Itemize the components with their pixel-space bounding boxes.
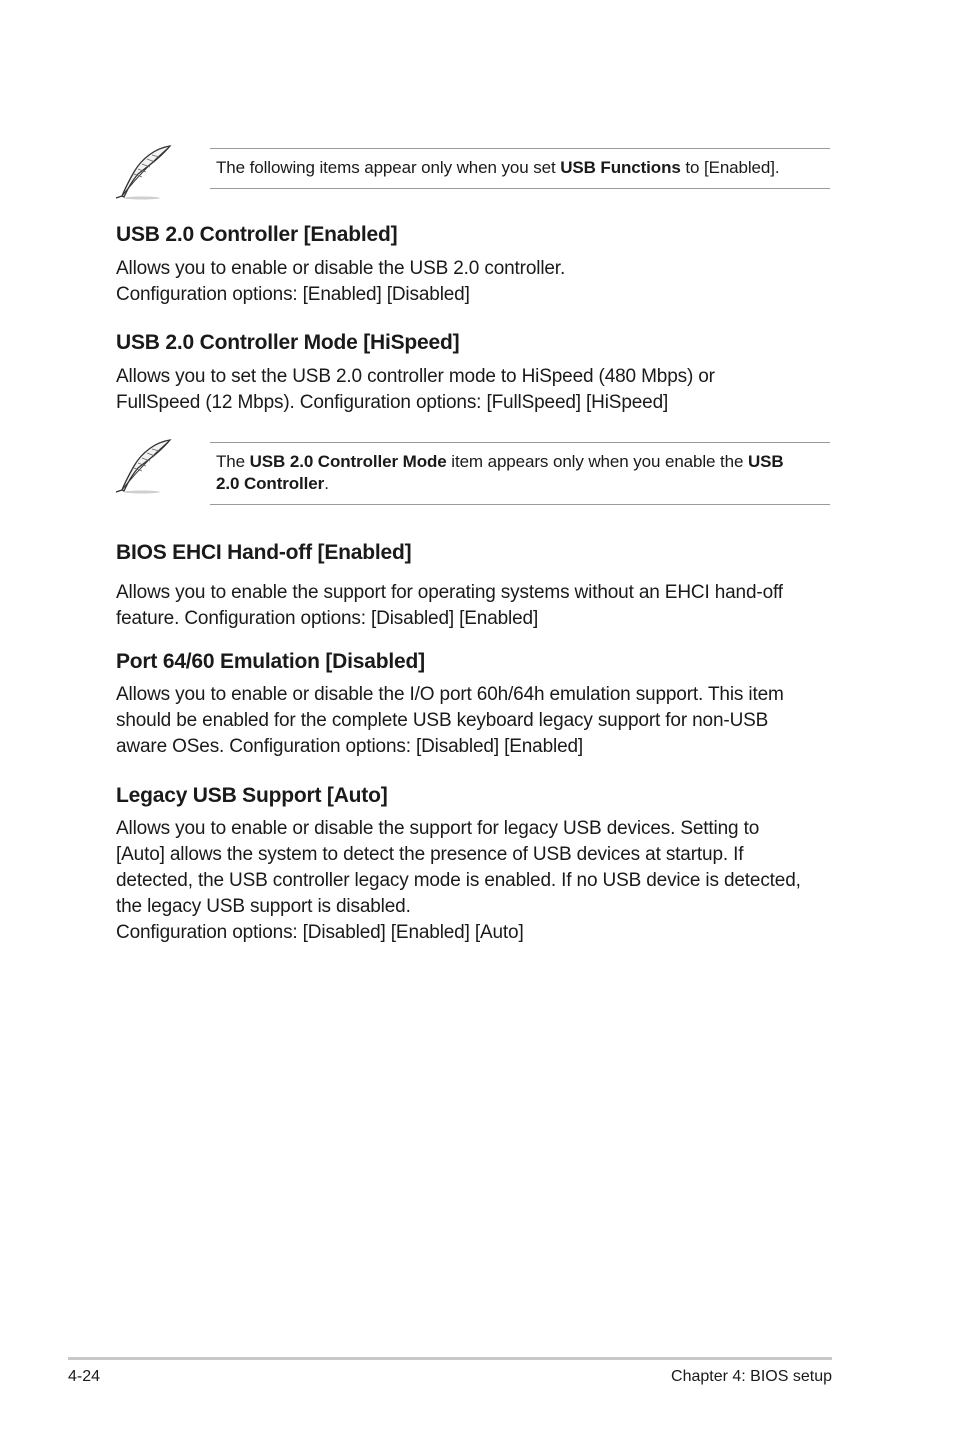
note-2-bold-3: 2.0 Controller [216, 474, 325, 493]
chapter-title: Chapter 4: BIOS setup [671, 1368, 832, 1385]
note-1-bold-1: USB Functions [560, 158, 681, 177]
body-line: should be enabled for the complete USB keyboard legacy support for non-USB [116, 710, 769, 731]
section-heading: Legacy USB Support [Auto] [116, 784, 388, 807]
body-line: feature. Configuration options: [Disabled] [Enabled] [116, 608, 539, 629]
section-legacy-usb [116, 783, 836, 946]
note-2-bold-1: USB 2.0 Controller Mode [249, 452, 447, 471]
body-line: Allows you to enable or disable the support for legacy USB devices. Setting to [116, 818, 760, 839]
body-line: Allows you to set the USB 2.0 controller mode to HiSpeed (480 Mbps) or [116, 366, 715, 387]
note-2-bold-2: USB [748, 452, 784, 471]
section-usb-controller-mode [116, 330, 836, 416]
body-line: the legacy USB support is disabled. [116, 896, 411, 917]
note-2-text-2: item appears only when you enable the [446, 452, 748, 471]
section-body [116, 364, 836, 416]
body-line: aware OSes. Configuration options: [Disabled] [Enabled] [116, 736, 584, 757]
body-line: Configuration options: [Disabled] [Enabled] [Auto] [116, 922, 524, 943]
section-port-emulation [116, 649, 836, 760]
feather-pen-icon [112, 438, 174, 494]
note-2-text-3: . [324, 474, 329, 493]
section-usb-controller [116, 222, 836, 308]
body-line: [Auto] allows the system to detect the presence of USB devices at startup. If [116, 844, 744, 865]
body-line: detected, the USB controller legacy mode is enabled. If no USB device is detected, [116, 870, 801, 891]
page-footer [68, 1357, 832, 1385]
section-body [116, 816, 836, 946]
note-1-text-2: to [Enabled]. [680, 158, 780, 177]
note-2-text-1: The [216, 452, 250, 471]
section-heading: BIOS EHCI Hand-off [Enabled] [116, 541, 412, 564]
section-heading: Port 64/60 Emulation [Disabled] [116, 650, 425, 673]
section-body [116, 580, 836, 632]
body-line: Allows you to enable the support for operating systems without an EHCI hand-off [116, 582, 783, 603]
body-line: Allows you to enable or disable the USB 2.0 controller. [116, 258, 566, 279]
section-bios-ehci [116, 540, 836, 632]
note-1-text-1: The following items appear only when you set [216, 158, 561, 177]
note-2-box [210, 442, 830, 505]
section-body [116, 682, 836, 760]
body-line: FullSpeed (12 Mbps). Configuration options: [FullSpeed] [HiSpeed] [116, 392, 669, 413]
body-line: Configuration options: [Enabled] [Disabled] [116, 284, 470, 305]
page-number: 4-24 [68, 1368, 101, 1385]
feather-pen-icon [112, 144, 174, 200]
section-body [116, 256, 836, 308]
body-line: Allows you to enable or disable the I/O port 60h/64h emulation support. This item [116, 684, 784, 705]
section-heading: USB 2.0 Controller Mode [HiSpeed] [116, 331, 460, 354]
note-1-box [210, 148, 830, 189]
section-heading: USB 2.0 Controller [Enabled] [116, 223, 398, 246]
